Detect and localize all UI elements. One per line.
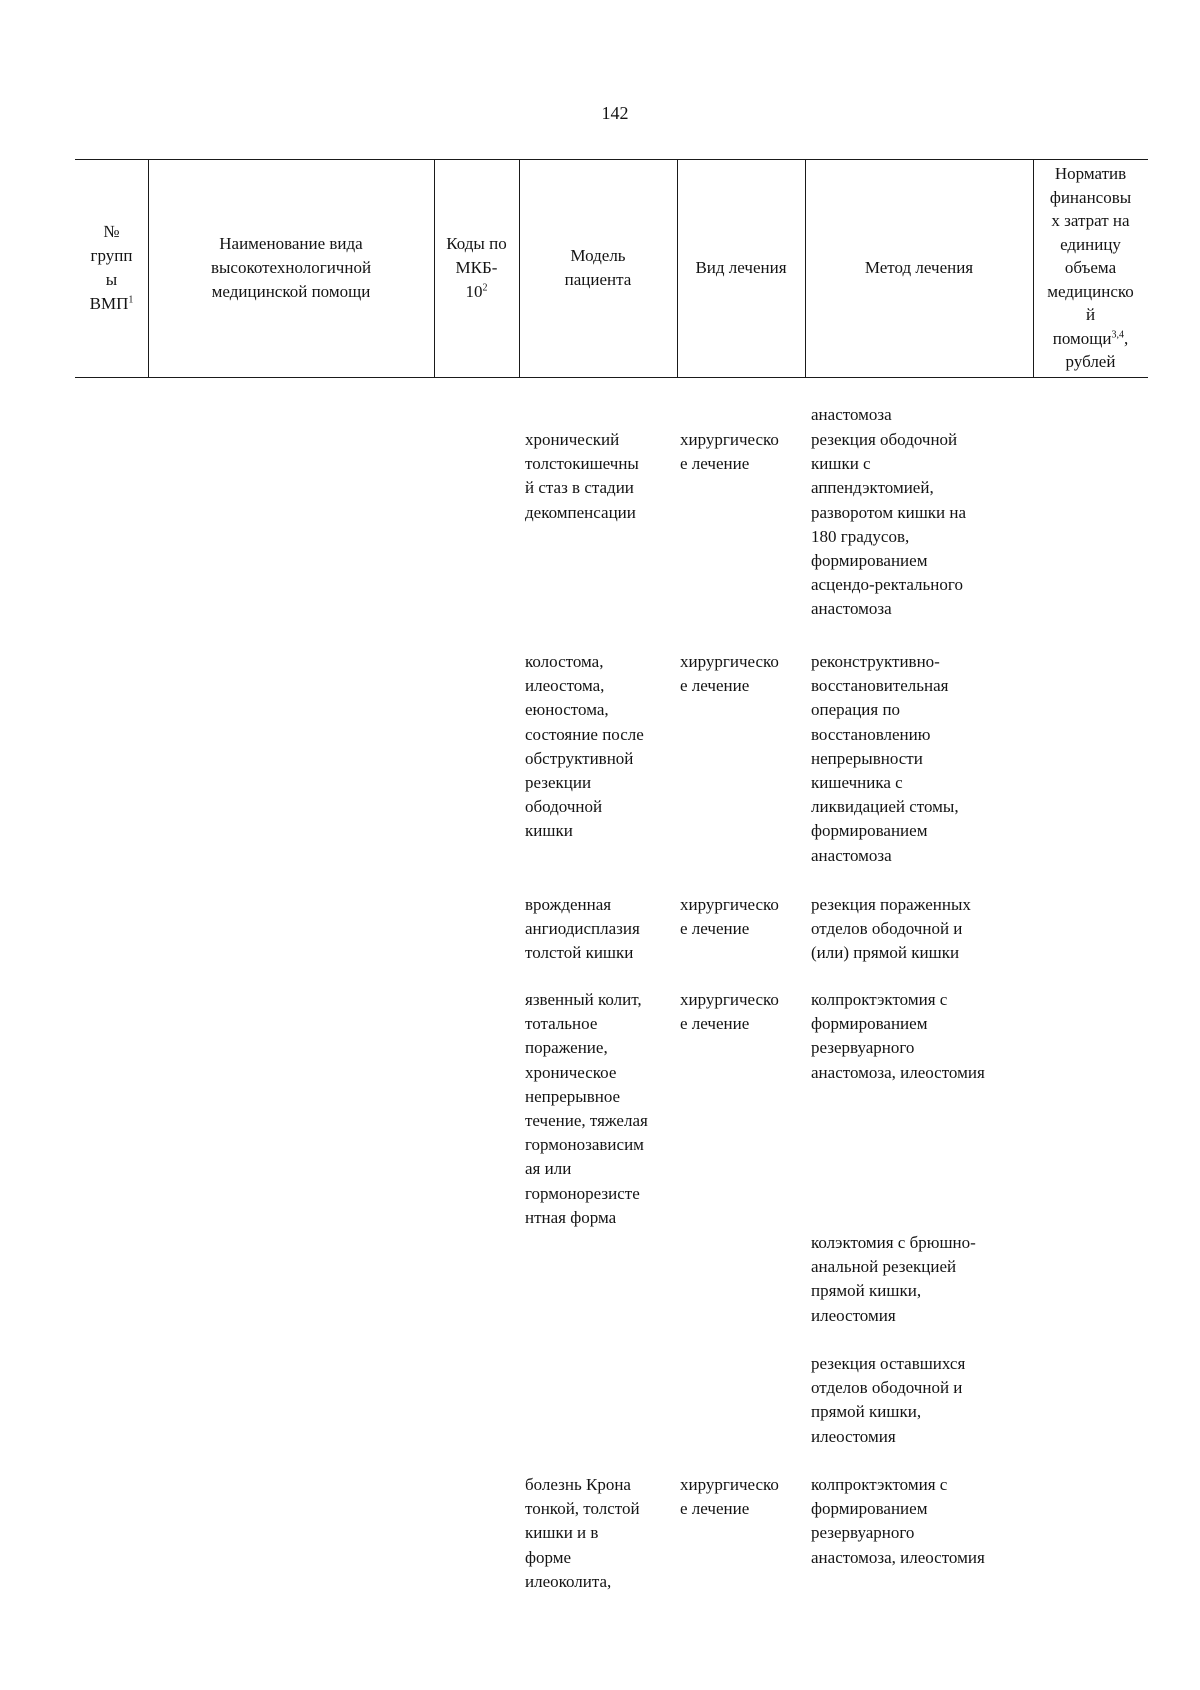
table-text: восстановлению bbox=[811, 724, 931, 744]
treatment-cell bbox=[680, 893, 779, 941]
table-text: прямой кишки, bbox=[811, 1281, 922, 1301]
header-text: финансовы bbox=[1049, 187, 1132, 207]
table-text: течение, тяжелая bbox=[525, 1111, 648, 1131]
table-text: врожденная bbox=[525, 895, 612, 914]
table-text: непрерывности bbox=[811, 748, 923, 768]
table-text: колостома, bbox=[525, 652, 604, 671]
table-text: ликвидацией стомы, bbox=[811, 797, 959, 817]
table-text: колпроктэктомия с bbox=[811, 990, 948, 1009]
table-text: е лечение bbox=[680, 676, 750, 696]
table-text: й стаз в стадии bbox=[525, 478, 634, 498]
table-text: анастомоза, илеостомия bbox=[811, 1062, 985, 1082]
table-text: форме bbox=[525, 1547, 572, 1567]
table-text: непрерывное bbox=[525, 1086, 621, 1106]
table-text: толстой кишки bbox=[525, 943, 634, 963]
header-text: , bbox=[1123, 328, 1129, 348]
header-text: й bbox=[1085, 305, 1096, 325]
header-text-line bbox=[446, 280, 506, 304]
table-text: анастомоза, илеостомия bbox=[811, 1547, 985, 1567]
method-cell bbox=[811, 988, 985, 1085]
header-group-number bbox=[75, 159, 148, 377]
table-text: илеостомия bbox=[811, 1426, 896, 1446]
table-text: хирургическо bbox=[680, 430, 779, 449]
table-text: е лечение bbox=[680, 919, 750, 939]
table-text: е лечение bbox=[680, 454, 750, 474]
table-text: болезнь Крона bbox=[525, 1475, 631, 1494]
table-text: резекция ободочной bbox=[811, 430, 958, 449]
header-text: рублей bbox=[1065, 352, 1116, 372]
table-text: резекция оставшихся bbox=[811, 1354, 966, 1373]
treatment-cell bbox=[680, 988, 779, 1036]
header-text: Коды по bbox=[446, 234, 507, 253]
table-text: язвенный колит, bbox=[525, 990, 642, 1009]
header-text: Модель bbox=[570, 246, 626, 265]
table-text: декомпенсации bbox=[525, 502, 636, 522]
table-text: реконструктивно- bbox=[811, 652, 940, 671]
header-text: единицу bbox=[1060, 234, 1121, 254]
table-text: е лечение bbox=[680, 1014, 750, 1034]
model-cell bbox=[525, 988, 648, 1230]
header-text-line bbox=[90, 292, 134, 316]
model-cell bbox=[525, 650, 644, 844]
treatment-cell bbox=[680, 428, 779, 476]
table-header-bottom-rule bbox=[75, 377, 1148, 378]
header-text: Наименование вида bbox=[219, 234, 363, 253]
table-text: хирургическо bbox=[680, 990, 779, 1009]
table-text: разворотом кишки на bbox=[811, 502, 967, 522]
header-treatment-type bbox=[677, 159, 805, 377]
table-text: хроническое bbox=[525, 1062, 617, 1082]
table-text: нтная форма bbox=[525, 1207, 617, 1227]
header-care-type-name bbox=[148, 159, 434, 377]
header-icd-codes bbox=[434, 159, 519, 377]
method-cell bbox=[811, 893, 971, 966]
treatment-cell bbox=[680, 650, 779, 698]
model-cell bbox=[525, 428, 639, 525]
table-text: анастомоза bbox=[811, 405, 892, 424]
table-text: резервуарного bbox=[811, 1038, 915, 1058]
table-text: хирургическо bbox=[680, 1475, 779, 1494]
table-text: тотальное bbox=[525, 1014, 598, 1034]
model-cell bbox=[525, 1473, 640, 1594]
table-text: хирургическо bbox=[680, 652, 779, 671]
header-text: групп bbox=[90, 246, 133, 265]
table-text: отделов ободочной и bbox=[811, 1378, 963, 1398]
table-text: операция по bbox=[811, 700, 901, 720]
method-cell bbox=[811, 1473, 985, 1570]
footnote-marker: 1 bbox=[128, 294, 134, 306]
header-patient-model bbox=[519, 159, 677, 377]
table-text: кишки с bbox=[811, 454, 871, 474]
table-text: колпроктэктомия с bbox=[811, 1475, 948, 1494]
table-text: (или) прямой кишки bbox=[811, 943, 960, 963]
header-text: пациента bbox=[564, 270, 632, 289]
table-text: хирургическо bbox=[680, 895, 779, 914]
table-text: толстокишечны bbox=[525, 454, 639, 474]
method-cell bbox=[811, 403, 892, 427]
table-text: илеостомия bbox=[811, 1305, 896, 1325]
table-text: резекция пораженных bbox=[811, 895, 971, 914]
header-text-line bbox=[1047, 327, 1134, 351]
table-text: формированием bbox=[811, 1499, 928, 1519]
table-text: гормонорезисте bbox=[525, 1183, 640, 1203]
method-cell bbox=[811, 1352, 965, 1449]
table-text: формированием bbox=[811, 1014, 928, 1034]
header-text: ВМП bbox=[89, 294, 129, 313]
method-cell bbox=[811, 1231, 976, 1328]
table-text: отделов ободочной и bbox=[811, 919, 963, 939]
table-text: состояние после bbox=[525, 724, 644, 744]
table-text: е лечение bbox=[680, 1499, 750, 1519]
header-text: Норматив bbox=[1054, 164, 1127, 184]
treatment-cell bbox=[680, 1473, 779, 1521]
footnote-marker: 2 bbox=[482, 282, 488, 294]
table-text: хронический bbox=[525, 430, 620, 449]
header-text: 10 bbox=[465, 282, 483, 301]
table-text: аппендэктомией, bbox=[811, 478, 934, 498]
table-text: ая или bbox=[525, 1159, 572, 1179]
footnote-marker: 3,4 bbox=[1111, 329, 1124, 341]
header-text: Вид лечения bbox=[695, 258, 787, 277]
table-text: кишечника с bbox=[811, 773, 903, 793]
table-text: резервуарного bbox=[811, 1523, 915, 1543]
model-cell bbox=[525, 893, 640, 966]
table-text: 180 градусов, bbox=[811, 526, 910, 546]
header-text: № bbox=[103, 222, 120, 241]
header-text: МКБ- bbox=[455, 258, 498, 277]
table-text: еюностома, bbox=[525, 700, 609, 720]
table-text: анальной резекцией bbox=[811, 1257, 957, 1277]
table-text: обструктивной bbox=[525, 748, 634, 768]
table-text: прямой кишки, bbox=[811, 1402, 922, 1422]
header-text: медицинской помощи bbox=[211, 282, 371, 301]
table-text: илеостома, bbox=[525, 676, 605, 696]
header-financial-norm bbox=[1033, 159, 1148, 377]
table-text: ангиодисплазия bbox=[525, 919, 640, 939]
table-text: гормонозависим bbox=[525, 1135, 644, 1155]
header-text: х затрат на bbox=[1051, 211, 1130, 231]
header-text: высокотехнологичной bbox=[210, 258, 372, 277]
table-text: анастомоза bbox=[811, 599, 892, 619]
table-text: тонкой, толстой bbox=[525, 1499, 640, 1519]
table-text: ободочной bbox=[525, 797, 603, 817]
table-text: поражение, bbox=[525, 1038, 608, 1058]
table-text: асцендо-ректального bbox=[811, 575, 963, 595]
page-number: 142 bbox=[601, 103, 629, 123]
header-text: Метод лечения bbox=[864, 258, 974, 277]
table-text: формированием bbox=[811, 551, 928, 571]
header-text: медицинско bbox=[1047, 281, 1134, 301]
method-cell bbox=[811, 428, 966, 622]
table-text: колэктомия с брюшно- bbox=[811, 1233, 976, 1252]
table-text: анастомоза bbox=[811, 845, 892, 865]
method-cell bbox=[811, 650, 959, 868]
table-text: кишки и в bbox=[525, 1523, 599, 1543]
table-text: формированием bbox=[811, 821, 928, 841]
header-treatment-method bbox=[805, 159, 1033, 377]
header-text: помощи bbox=[1052, 328, 1112, 348]
table-text: илеоколита, bbox=[525, 1571, 612, 1591]
header-text: объема bbox=[1064, 258, 1117, 278]
table-text: восстановительная bbox=[811, 676, 949, 696]
table-text: кишки bbox=[525, 821, 573, 841]
table-text: резекции bbox=[525, 773, 592, 793]
header-text: ы bbox=[105, 270, 118, 289]
